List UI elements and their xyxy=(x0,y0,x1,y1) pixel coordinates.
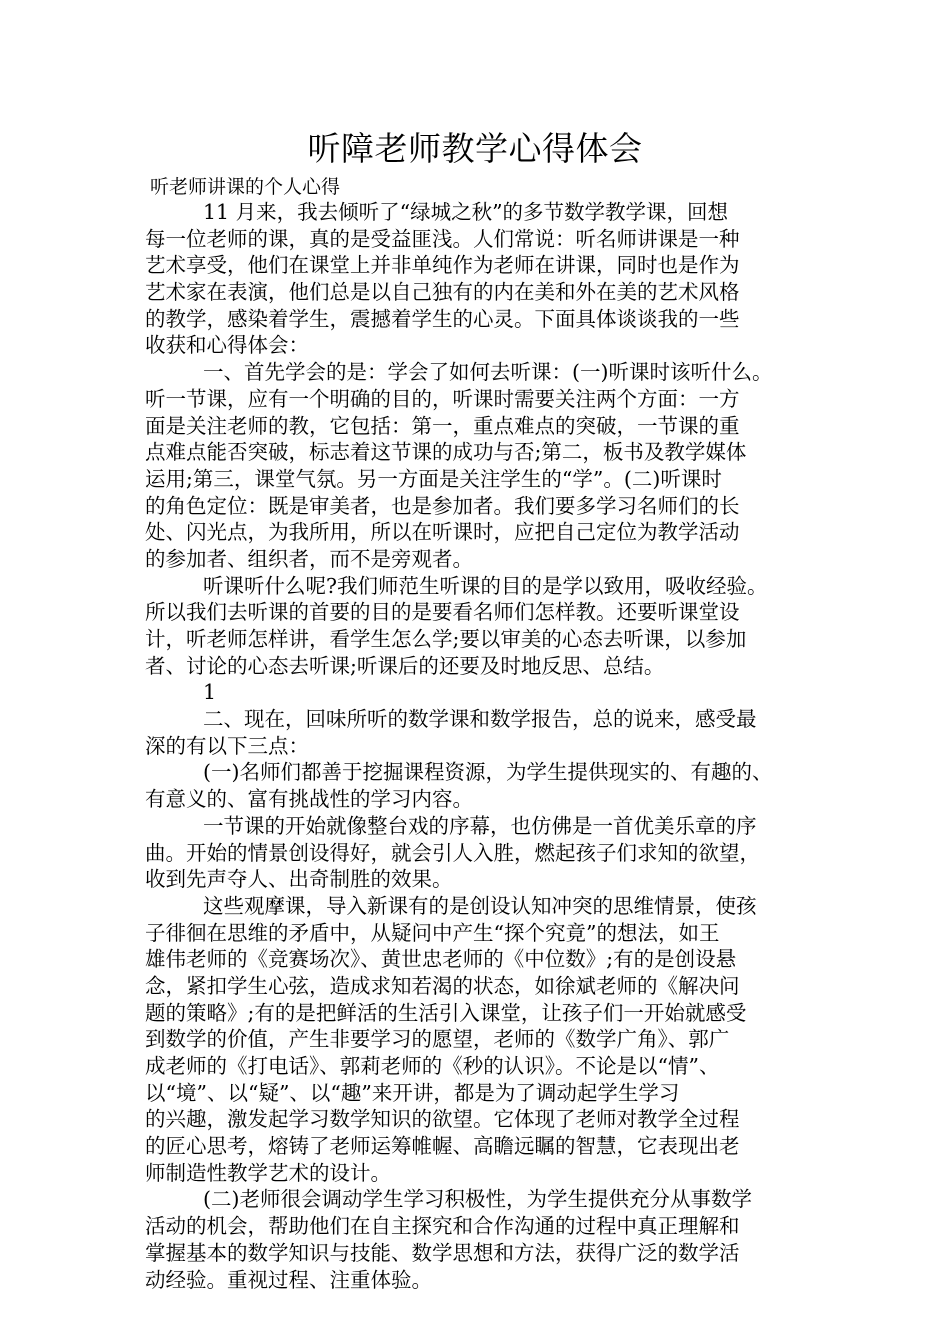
body-text-line: 听课听什么呢?我们师范生听课的目的是学以致用，吸收经验。 xyxy=(203,573,768,598)
body-text-line: 这些观摩课，导入新课有的是创设认知冲突的思维情景，使孩 xyxy=(203,893,757,918)
body-text-line: 者、讨论的心态去听课;听课后的还要及时地反思、总结。 xyxy=(145,653,665,678)
body-text-line: 曲。开始的情景创设得好，就会引人入胜，燃起孩子们求知的欲望， xyxy=(145,840,760,865)
body-text-line: (二)老师很会调动学生学习积极性，为学生提供充分从事数学 xyxy=(203,1187,752,1212)
body-text-line: 所以我们去听课的首要的目的是要看名师们怎样教。还要听课堂设 xyxy=(145,600,740,625)
body-text-line: 到数学的价值，产生非要学习的愿望，老师的《数学广角》、郭广 xyxy=(145,1027,730,1052)
body-text-line: 雄伟老师的《竞赛场次》、黄世忠老师的《中位数》;有的是创设悬 xyxy=(145,947,737,972)
body-text-line: 艺术享受，他们在课堂上并非单纯作为老师在讲课，同时也是作为 xyxy=(145,253,740,278)
body-text-line: 以“境”、以“疑”、以“趣”来开讲，都是为了调动起学生学习 xyxy=(145,1080,680,1105)
body-text-line: (一)名师们都善于挖掘课程资源，为学生提供现实的、有趣的、 xyxy=(203,760,773,785)
body-text-line: 的兴趣，激发起学习数学知识的欲望。它体现了老师对教学全过程 xyxy=(145,1107,740,1132)
body-text-line: 活动的机会，帮助他们在自主探究和合作沟通的过程中真正理解和 xyxy=(145,1214,740,1239)
body-text-line: 有意义的、富有挑战性的学习内容。 xyxy=(145,787,473,812)
body-text-line: 念，紧扣学生心弦，造成求知若渴的状态，如徐斌老师的《解决问 xyxy=(145,973,740,998)
body-text-line: 面是关注老师的教，它包括：第一，重点难点的突破，一节课的重 xyxy=(145,413,740,438)
body-text-line: 题的策略》;有的是把鲜活的生活引入课堂，让孩子们一开始就感受 xyxy=(145,1000,747,1025)
body-text-line: 1 xyxy=(203,680,217,705)
document-body xyxy=(145,199,815,1293)
body-text-line: 师制造性教学艺术的设计。 xyxy=(145,1160,391,1185)
body-text-line: 收到先声夺人、出奇制胜的效果。 xyxy=(145,867,453,892)
body-text-line: 子徘徊在思维的矛盾中，从疑问中产生“探个究竟”的想法，如王 xyxy=(145,920,720,945)
document-subtitle: 听老师讲课的个人心得 xyxy=(150,176,341,198)
document-title: 听障老师教学心得体会 xyxy=(307,129,643,168)
body-text-line: 的参加者、组织者，而不是旁观者。 xyxy=(145,546,473,571)
body-text-line: 处、闪光点，为我所用，所以在听课时，应把自己定位为教学活动 xyxy=(145,520,740,545)
body-text-line: 收获和心得体会： xyxy=(145,333,309,358)
body-text-line: 计，听老师怎样讲，看学生怎么学;要以审美的心态去听课，以参加 xyxy=(145,627,747,651)
body-text-line: 成老师的《打电话》、郭莉老师的《秒的认识》。不论是以“情”、 xyxy=(145,1054,720,1078)
body-text-line: 11 月来，我去倾听了“绿城之秋”的多节数学教学课，回想 xyxy=(203,200,729,224)
body-text-line: 点难点能否突破，标志着这节课的成功与否;第二，板书及教学媒体 xyxy=(145,440,747,465)
body-text-line: 掌握基本的数学知识与技能、数学思想和方法，获得广泛的数学活 xyxy=(145,1240,740,1265)
body-text-line: 的教学，感染着学生，震撼着学生的心灵。下面具体谈谈我的一些 xyxy=(145,306,740,331)
body-text-line: 动经验。重视过程、注重体验。 xyxy=(145,1267,432,1292)
body-text-line: 每一位老师的课，真的是受益匪浅。人们常说：听名师讲课是一种 xyxy=(145,226,740,251)
body-text-line: 的匠心思考，熔铸了老师运筹帷幄、高瞻远瞩的智慧，它表现出老 xyxy=(145,1134,740,1159)
body-text-line: 听一节课，应有一个明确的目的，听课时需要关注两个方面：一方 xyxy=(145,386,740,411)
body-text-line: 二、现在，回味所听的数学课和数学报告，总的说来，感受最 xyxy=(203,707,757,732)
body-text-line: 的角色定位：既是审美者，也是参加者。我们要多学习名师们的长 xyxy=(145,493,740,518)
body-text-line: 一、首先学会的是：学会了如何去听课：(一)听课时该听什么。 xyxy=(203,360,773,385)
body-text-line: 艺术家在表演，他们总是以自己独有的内在美和外在美的艺术风格 xyxy=(145,280,740,305)
body-text-line: 一节课的开始就像整台戏的序幕，也仿佛是一首优美乐章的序 xyxy=(203,813,757,838)
body-text-line: 运用;第三，课堂气氛。另一方面是关注学生的“学”。(二)听课时 xyxy=(145,466,722,491)
body-text-line: 深的有以下三点： xyxy=(145,733,309,758)
